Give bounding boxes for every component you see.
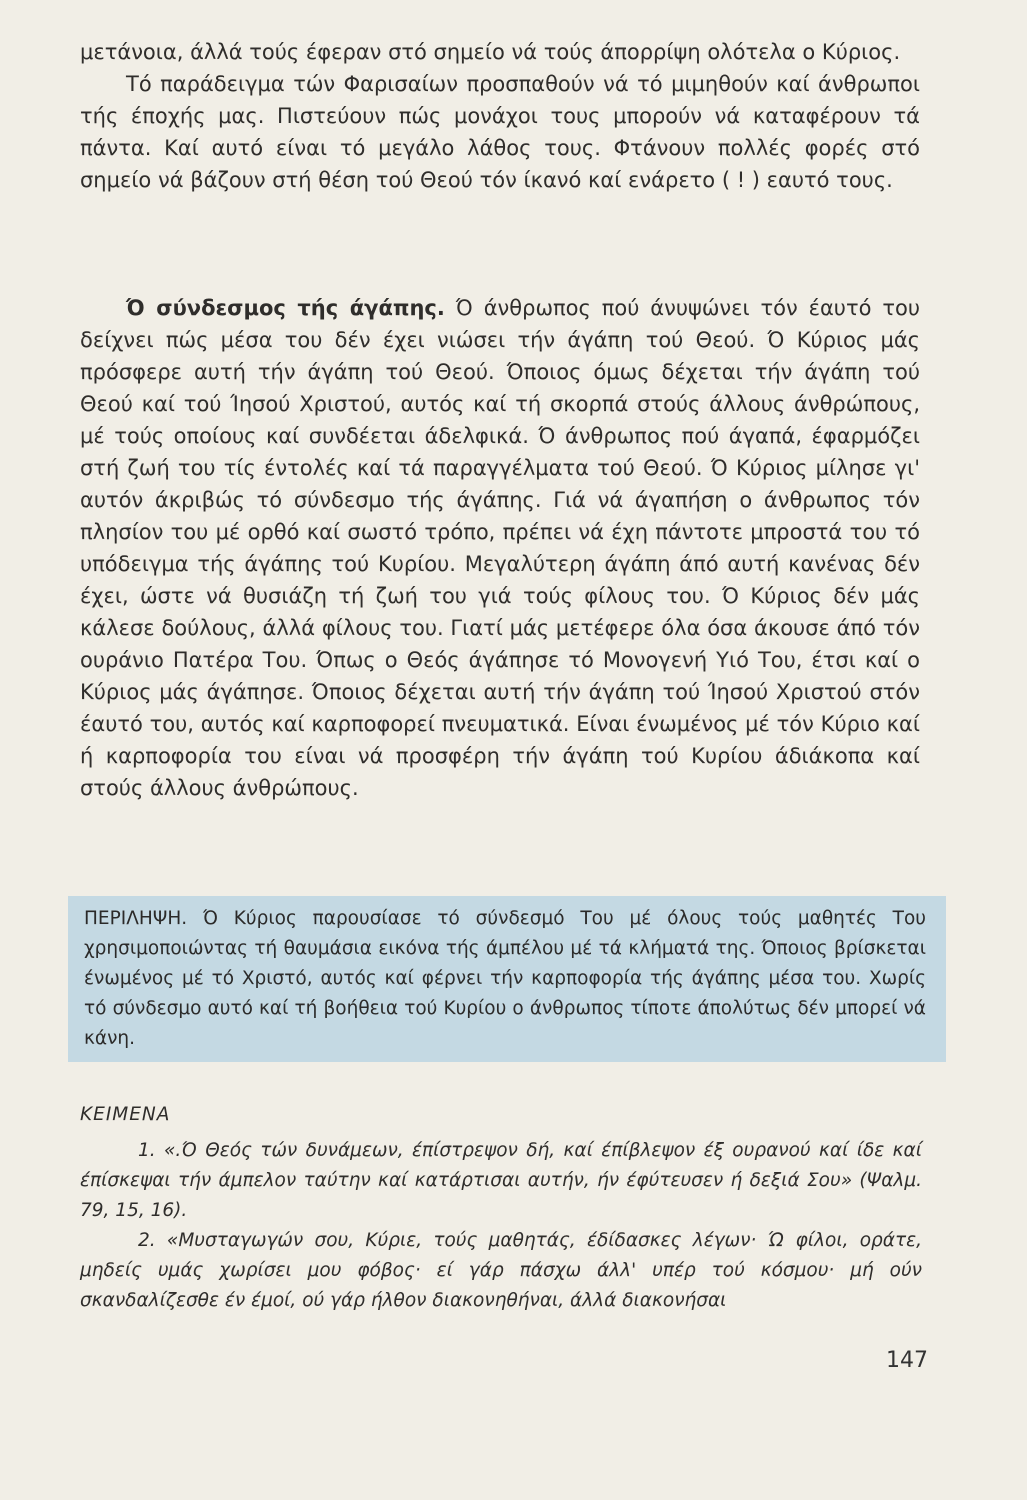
text-item: 1. «.Ό Θεός τών δυνάμεων, έπίστρεψον δή, καί έπίβλεψον έξ ουρανού καί ίδε καί έπίσκεψαι τήν άμπελον ταύτην καί κατάρτισαι αυτήν, ήν έφύτευσεν ή δεξιά Σου» (Ψαλμ. 79, 15, 16). <box>80 1140 922 1221</box>
summary-text: Ό Κύριος παρουσίασε τό σύνδεσμό Του μέ όλους τούς μαθητές Του χρησιμοποιώντας τή θαυμάσια εικόνα τής άμπέλου μέ τά κλήματά της. Όποιος βρίσκεται ένωμένος μέ τό Χριστό, αυτός καί φέρνει τήν καρποφορία τής άγάπης μέσα του. Χωρίς τό σύνδεσμο αυτό καί τή βοήθεια τού Κυρίου ο άνθρωπος τίποτε άπολύτως δέν μπορεί νά κάνη. <box>84 908 926 1049</box>
summary-label: ΠΕΡΙΛΗΨΗ. <box>84 908 188 929</box>
love-paragraph: Ό άνθρωπος πού άνυψώνει τόν έαυτό του δείχνει πώς μέσα του δέν έχει νιώσει τήν άγάπη τού Θεού. Ό Κύριος μάς πρόσφερε αυτή τήν άγάπη τού Θεού. Όποιος όμως δέχεται τήν άγάπη τού Θεού καί τού Ίησού Χριστού, αυτός καί τή σκορπά στούς άλλους άνθρώπους, μέ τούς οποίους καί συνδέεται άδελφικά. Ό άνθρωπος πού άγαπά, έφαρμόζει στή ζωή του τίς έντολές καί τά παραγγέλματα τού Θεού. Ό Κύριος μίλησε γι' αυτόν άκριβώς τό σύνδεσμο τής άγάπης. Γιά νά άγαπήση ο άνθρωπος τόν πλησίον του μέ ορθό καί σωστό τρόπο, πρέπει νά έχη πάντοτε μπροστά του τό υπόδειγμα τής άγάπης τού Κυρίου. Μεγαλύτερη άγάπη άπό αυτή κανένας δέν έχει, ώστε νά θυσιάζη τή ζωή του γιά τούς φίλους του. Ό Κύριος δέν μάς κάλεσε δούλους, άλλά φίλους του. Γιατί μάς μετέφερε όλα όσα άκουσε άπό τόν ουράνιο Πατέρα Του. Όπως ο Θεός άγάπησε τό Μονογενή Υιό Του, έτσι καί ο Κύριος μάς άγάπησε. Όποιος δέχεται αυτή τήν άγάπη τού Ίησού Χριστού στόν έαυτό του, αυτός καί καρποφορεί πνευματικά. Είναι ένωμένος μέ τόν Κύριο καί ή καρποφορία του είναι νά προσφέρη τήν άγάπη τού Κυρίου άδιάκοπα καί στούς άλλους άνθρώπους. <box>80 296 920 800</box>
texts-title: ΚΕΙΜΕΝΑ <box>80 1104 171 1125</box>
text-item: 2. «Μυσταγωγών σου, Κύριε, τούς μαθητάς, έδίδασκες λέγων· Ώ φίλοι, οράτε, μηδείς υμάς χωρίσει μου φόβος· εί γάρ πάσχω άλλ' υπέρ τού κόσμου· μή ούν σκανδαλίζεσθε έν έμοί, ού γάρ ήλθον διακονηθήναι, άλλά διακονήσαι <box>80 1230 922 1311</box>
summary-text-container <box>84 904 926 1054</box>
intro-paragraph: μετάνοια, άλλά τούς έφεραν στό σημείο νά τούς άπορρίψη ολότελα ο Κύριος. <box>80 40 901 64</box>
section-heading: Ό σύνδεσμος τής άγάπης. <box>126 296 445 320</box>
love-section <box>80 292 920 804</box>
summary-box <box>68 896 946 1062</box>
pharisees-paragraph: Τό παράδειγμα τών Φαρισαίων προσπαθούν νά τό μιμηθούν καί άνθρωποι τής έποχής μας. Πιστεύουν πώς μονάχοι τους μπορούν νά καταφέρουν τά πάντα. Καί αυτό είναι τό μεγάλο λάθος τους. Φτάνουν πολλές φορές στό σημείο νά βάζουν στή θέση τού Θεού τόν ίκανό καί ενάρετο ( ! ) εαυτό τους. <box>80 72 920 192</box>
opening-section <box>80 36 920 196</box>
love-paragraph-container <box>80 292 920 804</box>
texts-section <box>80 1100 922 1316</box>
page-number: 147 <box>886 1348 928 1373</box>
